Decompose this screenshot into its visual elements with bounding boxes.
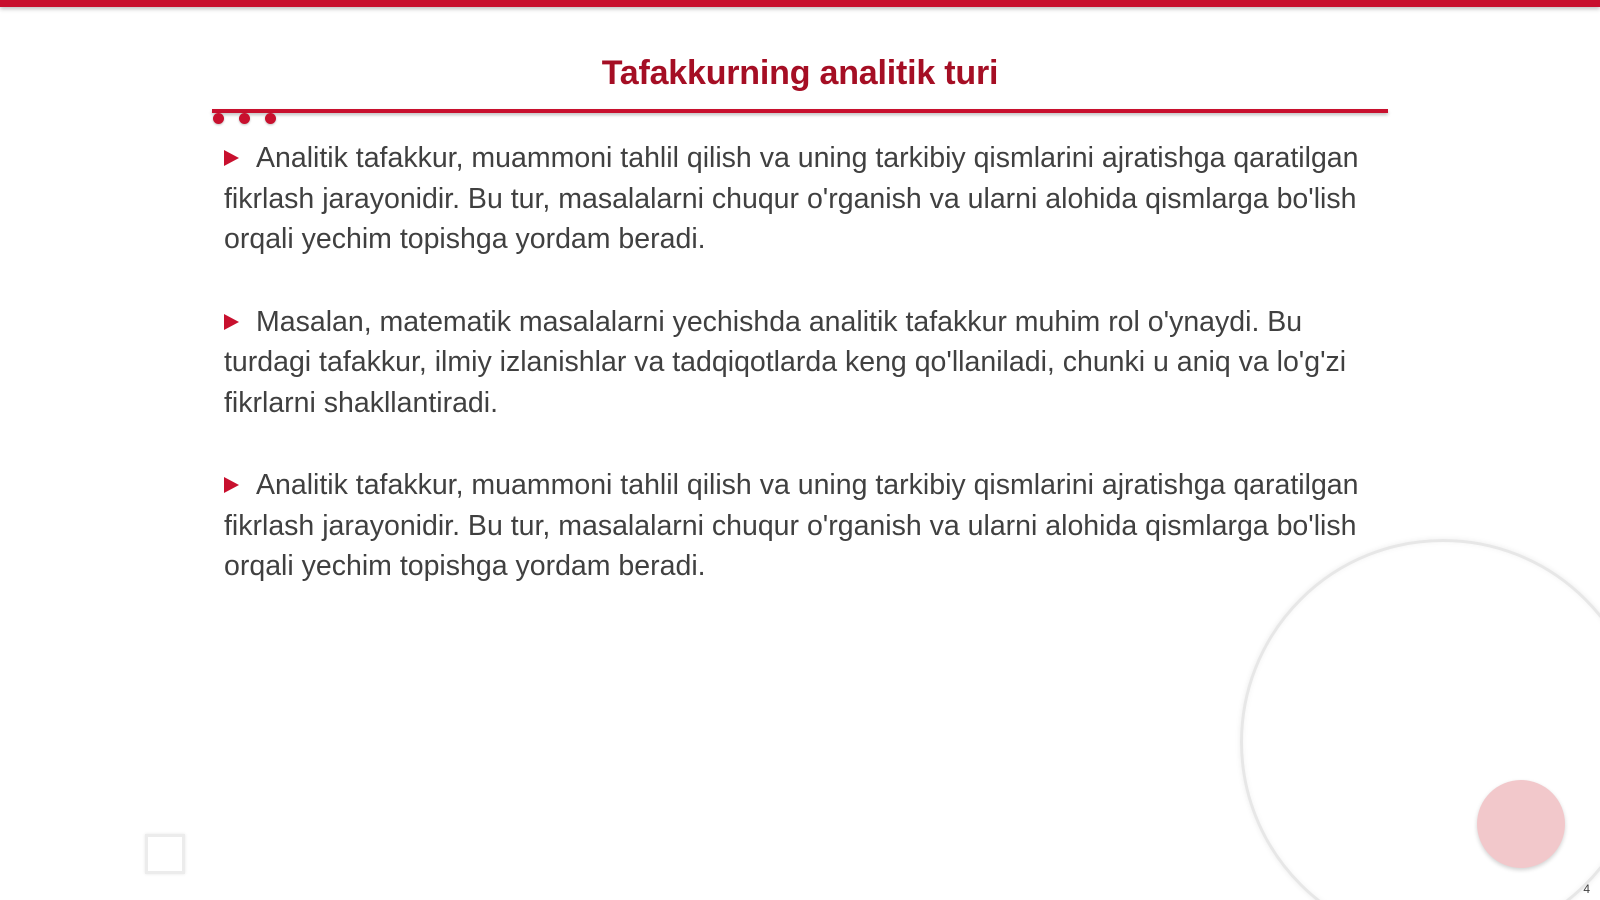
decor-dot-1 <box>213 113 224 124</box>
bullet-list <box>224 138 1374 629</box>
slide-title: Tafakkurning analitik turi <box>601 54 999 92</box>
top-accent-bar <box>0 0 1600 7</box>
triangle-right-icon <box>224 150 239 166</box>
decor-square <box>145 834 185 874</box>
bullet-text-2: Masalan, matematik masalalarni yechishda analitik tafakkur muhim rol o'ynaydi. Bu turdagi tafakkur, ilmiy izlanishlar va tadqiqotlarda keng qo'llaniladi, chunki u aniq va lo'g'zi fikrlarni shakllantiradi. <box>224 305 1347 419</box>
triangle-right-icon <box>224 477 239 493</box>
bullet-text-1: Analitik tafakkur, muammoni tahlil qilish va uning tarkibiy qismlarini ajratishga qaratilgan fikrlash jarayonidir. Bu tur, masalalarni chuqur o'rganish va ularni alohida qismlarga bo'lish orqali yechim topishga yordam beradi. <box>224 142 1359 255</box>
title-underline <box>212 109 1388 113</box>
page-number: 4 <box>1583 882 1590 896</box>
decor-dot-2 <box>239 113 250 124</box>
bullet-item-3 <box>224 465 1374 587</box>
bullet-item-1 <box>224 138 1374 260</box>
bullet-text-3: Analitik tafakkur, muammoni tahlil qilish va uning tarkibiy qismlarini ajratishga qaratilgan fikrlash jarayonidir. Bu tur, masalalarni chuqur o'rganish va ularni alohida qismlarga bo'lish orqali yechim topishga yordam beradi. <box>224 469 1359 582</box>
decor-pink-circle <box>1477 780 1565 868</box>
bullet-item-2 <box>224 302 1374 424</box>
triangle-right-icon <box>224 314 239 330</box>
decor-dot-3 <box>265 113 276 124</box>
